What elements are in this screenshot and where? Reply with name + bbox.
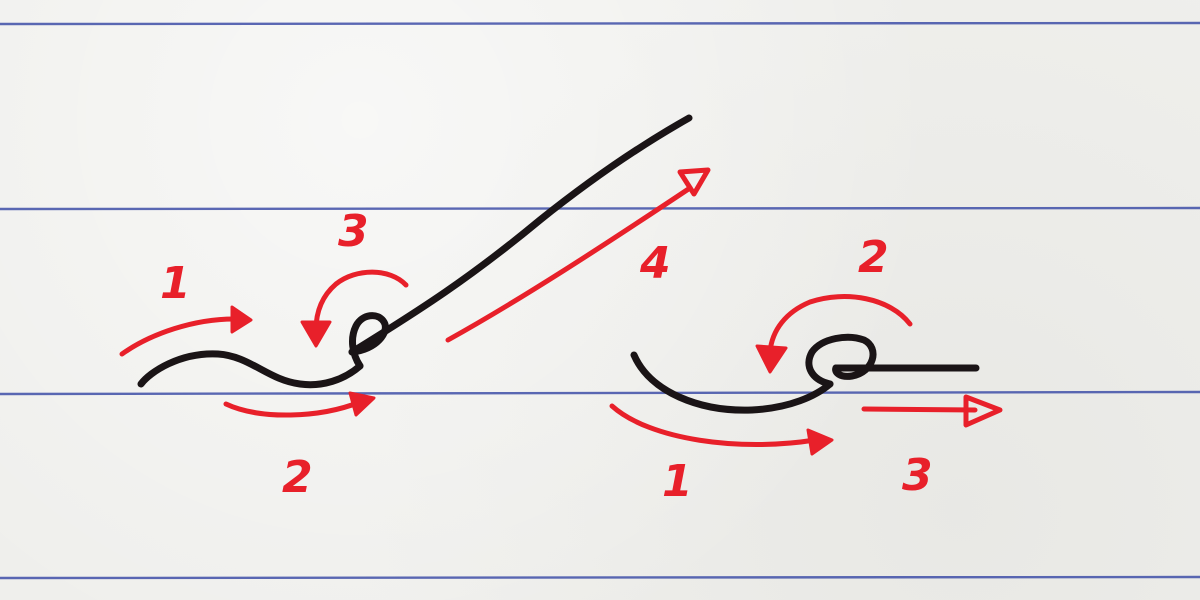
rule-line [0,208,1200,209]
left-letter-ascender [352,118,689,352]
left-step-4: 4 [640,238,671,289]
right-arrow-1-head [808,430,832,454]
right-arrow-2-head [757,346,786,372]
right-arrow-3 [864,409,975,410]
rule-line [0,577,1200,578]
left-step-2: 2 [282,452,313,503]
left-letter-baseline-curve [141,354,360,385]
right-step-2: 2 [858,232,889,283]
rule-line [0,23,1200,24]
left-letter-stroke [141,118,689,385]
left-arrow-2 [226,402,360,415]
left-arrow-3-head [302,322,330,346]
left-arrow-2-head [350,393,374,415]
right-guide-arrows [612,297,1000,454]
right-step-1: 1 [662,456,693,507]
left-arrow-1-head [232,307,251,332]
left-arrow-1 [122,319,238,354]
rule-line [0,392,1200,394]
right-letter-loop [809,337,873,384]
left-guide-arrows [122,170,708,415]
right-letter-stroke [634,337,976,410]
right-letter-bowl-curve [634,355,830,410]
right-arrow-1 [612,406,815,445]
right-arrow-2 [770,297,910,352]
left-step-1: 1 [160,258,191,309]
left-step-3: 3 [338,206,369,257]
right-step-3: 3 [902,450,933,501]
